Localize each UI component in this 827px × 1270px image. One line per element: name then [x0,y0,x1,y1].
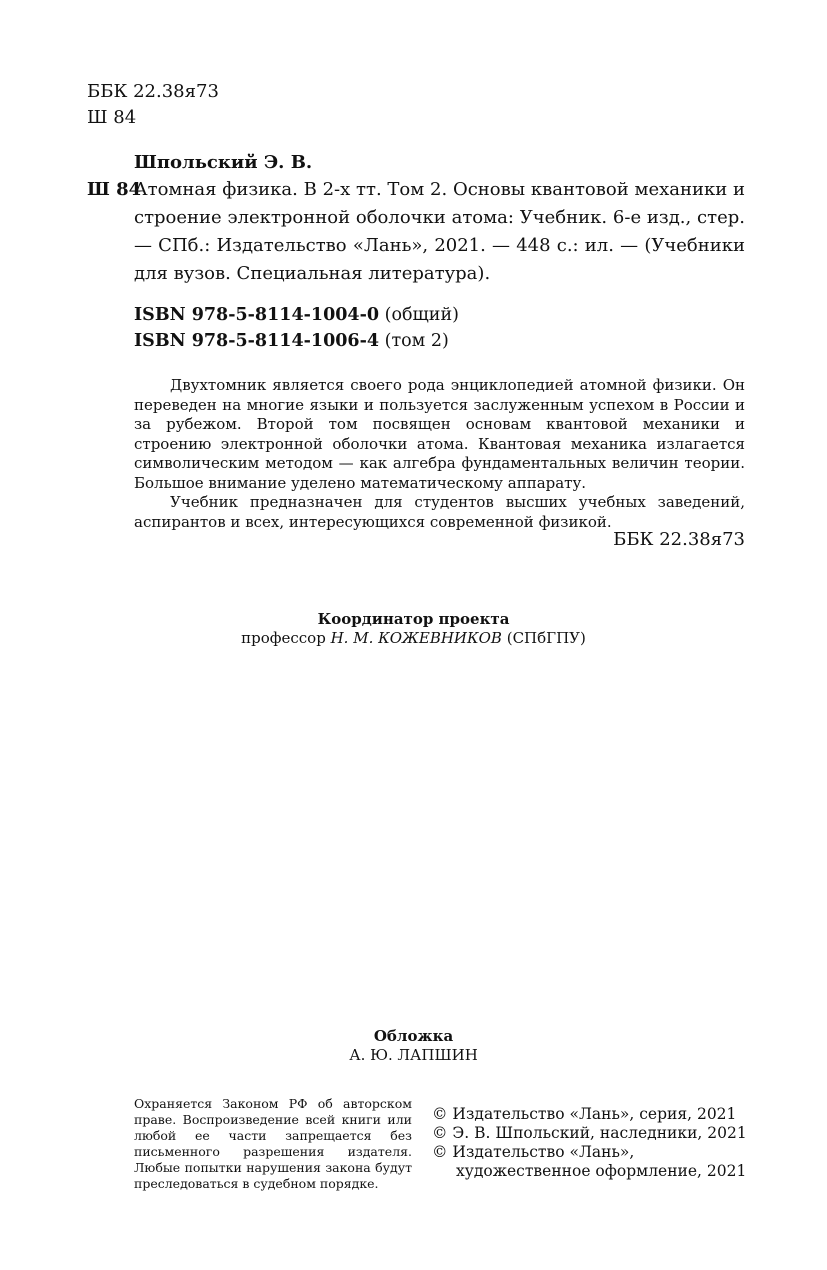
copyright-line: © Издательство «Лань», серия, 2021 [432,1105,737,1123]
isbn-general [134,302,459,328]
project-coordinator [0,610,827,648]
bbk-code: ББК 22.38я73 [87,81,219,102]
copyright-line-continued: художественное оформление, 2021 [456,1162,747,1180]
bbk-code-block [87,79,219,131]
catalog-entry [87,176,745,288]
isbn-number: ISBN 978-5-8114-1004-0 [134,305,380,325]
cover-artist: А. Ю. ЛАПШИН [349,1046,478,1064]
isbn-volume [134,328,459,354]
entry-code: Ш 84 [87,179,142,200]
abstract-paragraph: Двухтомник является своего рода энциклопедией атомной физики. Он переведен на многие языки и пользуется заслуженным успехом в России и за рубежом. Второй том посвящен основам квантовой механики и строению электронной оболочки атома. Квантовая механика излагается символическим методом — как алгебра фундаментальных величин теории. Большое внимание уделено математическому аппарату. [134,376,745,492]
entry-description: Атомная физика. В 2-х тт. Том 2. Основы квантовой механики и строение электронной оболочки атома: Учебник. 6-е изд., стер. — СПб.: Издательство «Лань», 2021. — 448 с.: ил. — (Учебники для вузов. Специальная литература). [134,179,745,284]
author-mark: Ш 84 [87,107,137,128]
cover-title: Обложка [373,1027,454,1045]
isbn-number: ISBN 978-5-8114-1006-4 [134,331,380,351]
abstract-paragraph: Учебник предназначен для студентов высших учебных заведений, аспирантов и всех, интересующихся современной физикой. [134,493,745,531]
abstract [134,376,745,532]
isbn-note: (том 2) [384,331,449,351]
coordinator-line [0,629,827,648]
author-name: Шпольский Э. В. [134,152,313,173]
copyright-law-notice: Охраняется Законом РФ об авторском праве. Воспроизведение всей книги или любой ее части запрещается без письменного разрешения издателя. Любые попытки нарушения закона будут преследоваться в судебном порядке. [134,1096,412,1191]
coordinator-affiliation: (СПбГПУ) [506,629,586,647]
bbk-code-right: ББК 22.38я73 [613,529,745,550]
copyright-line: © Э. В. Шпольский, наследники, 2021 [432,1124,747,1142]
coordinator-title: Координатор проекта [317,610,510,628]
isbn-note: (общий) [384,305,459,325]
isbn-block [134,302,459,354]
cover-credit [0,1027,827,1065]
coordinator-name: Н. М. КОЖЕВНИКОВ [330,629,502,647]
copyright-line: © Издательство «Лань», [432,1143,635,1161]
copyright-block [432,1105,747,1181]
coordinator-prefix: профессор [241,629,326,647]
